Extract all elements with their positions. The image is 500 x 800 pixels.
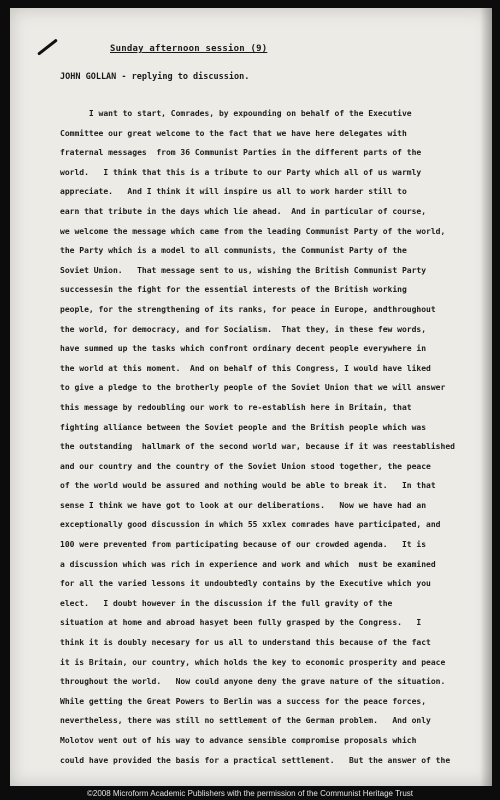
transcript-line: elect. I doubt however in the discussion if the full gravity of the (60, 598, 393, 608)
transcript-line: 100 were prevented from participating because of our crowded agenda. It is (60, 540, 427, 550)
transcript-line: to give a pledge to the brotherly people of the Soviet Union that we will answer (60, 383, 446, 393)
document-page (10, 8, 492, 786)
transcript-line: think it is doubly necesary for us all to understand this because of the fact (60, 638, 431, 648)
transcript-line: the Party which is a model to all communists, the Communist Party of the (60, 246, 407, 256)
transcript-line: and our country and the country of the Soviet Union stood together, the peace (60, 461, 431, 471)
transcript-line: the outstanding hallmark of the second world war, because if it was reestablished (60, 442, 455, 452)
transcript-line: successesin the fight for the essential interests of the British working (60, 285, 407, 295)
transcript-line: appreciate. And I think it will inspire us all to work harder still to (60, 187, 407, 197)
transcript-line: the world, for democracy, and for Socialism. That they, in these few words, (60, 324, 427, 334)
transcript-line: have summed up the tasks which confront ordinary decent people everywhere in (60, 344, 427, 354)
transcript-line: for all the varied lessons it undoubtedly contains by the Executive which you (60, 579, 431, 589)
transcript-line: sense I think we have got to look at our deliberations. Now we have had an (60, 500, 427, 510)
pen-margin-mark (37, 39, 58, 56)
transcript-line: we welcome the message which came from the leading Communist Party of the world, (60, 226, 446, 236)
transcript-line: situation at home and abroad hasyet been fully grasped by the Congress. I (60, 618, 422, 628)
copyright-notice: ©2008 Microform Academic Publishers with the permission of the Communist Heritage Trust (86, 789, 414, 798)
transcript-line: Molotov went out of his way to advance sensible compromise proposals which (60, 736, 417, 745)
transcript-line: the world at this moment. And on behalf of this Congress, I would have liked (60, 363, 431, 373)
transcript-line: While getting the Great Powers to Berlin was a success for the peace forces, (60, 696, 427, 706)
transcript-line: fighting alliance between the Soviet people and the British people which was (60, 422, 427, 432)
session-heading: Sunday afternoon session (9) (110, 44, 268, 54)
transcript-body (60, 104, 490, 770)
transcript-line: nevertheless, there was still no settlement of the German problem. And only (60, 716, 431, 726)
transcript-line: fraternal messages from 36 Communist Parties in the different parts of the (60, 148, 422, 158)
transcript-line: this message by redoubling our work to re-establish here in Britain, that (60, 402, 412, 412)
transcript-line: could have provided the basis for a practical settlement. But the answer of the (60, 755, 451, 765)
transcript-line: I want to start, Comrades, by expounding on behalf of the Executive (60, 109, 412, 118)
transcript-line: people, for the strengthening of its ranks, for peace in Europe, andthroughout (60, 304, 436, 314)
speaker-line: JOHN GOLLAN - replying to discussion. (60, 72, 250, 82)
transcript-line: throughout the world. Now could anyone deny the grave nature of the situation. (60, 677, 446, 687)
transcript-line: it is Britain, our country, which holds the key to economic prosperity and peace (60, 657, 446, 667)
transcript-line: world. I think that this is a tribute to our Party which all of us warmly (60, 167, 422, 177)
transcript-line: of the world would be assured and nothing would be able to break it. In that (60, 481, 436, 491)
transcript-line: Committee our great welcome to the fact that we have here delegates with (60, 128, 407, 138)
transcript-line: earn that tribute in the days which lie ahead. And in particular of course, (60, 206, 427, 216)
transcript-line: Soviet Union. That message sent to us, wishing the British Communist Party (60, 265, 427, 275)
transcript-line: exceptionally good discussion in which 55 xxlex comrades have participated, and (60, 520, 441, 530)
transcript-line: a discussion which was rich in experience and work and which must be examined (60, 559, 436, 569)
